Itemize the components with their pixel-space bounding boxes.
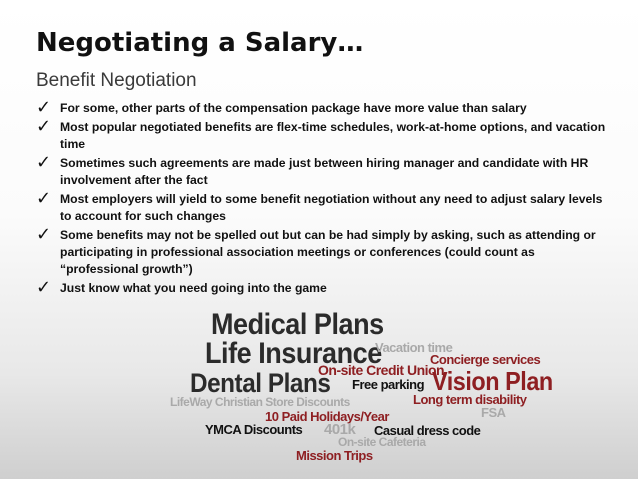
checkmark-icon: ✓	[36, 224, 52, 245]
cloud-word-mission-trips: Mission Trips	[296, 448, 373, 463]
bullet-item	[36, 116, 606, 153]
slide-subtitle: Benefit Negotiation	[36, 70, 197, 91]
cloud-word-dental-plans: Dental Plans	[190, 368, 331, 398]
slide-title: Negotiating a Salary…	[36, 28, 364, 58]
cloud-word-paid-holidays: 10 Paid Holidays/Year	[265, 409, 389, 424]
cloud-word-vacation-time: Vacation time	[375, 340, 453, 355]
cloud-word-long-term-disability: Long term disability	[413, 392, 527, 407]
bullet-text: Most employers will yield to some benefit negotiation without any need to adjust salary levels to account for such changes	[60, 192, 603, 223]
checkmark-icon: ✓	[36, 97, 52, 118]
cloud-word-medical-plans: Medical Plans	[211, 308, 384, 341]
checkmark-icon: ✓	[36, 116, 52, 137]
cloud-word-fsa: FSA	[481, 405, 506, 420]
bullet-text: Some benefits may not be spelled out but can be had simply by asking, such as attending or participating in professional association meetings or conferences (could count as “professional growth”)	[60, 228, 596, 276]
bullet-list	[36, 97, 606, 299]
cloud-word-vision-plan: Vision Plan	[432, 366, 553, 396]
cloud-word-free-parking: Free parking	[352, 377, 425, 392]
cloud-word-onsite-credit-union: On-site Credit Union	[318, 362, 445, 378]
bullet-text: Most popular negotiated benefits are flex-time schedules, work-at-home options, and vacation time	[60, 120, 606, 151]
checkmark-icon: ✓	[36, 277, 52, 298]
checkmark-icon: ✓	[36, 188, 52, 209]
bullet-text: For some, other parts of the compensation package have more value than salary	[60, 101, 527, 115]
cloud-word-life-insurance: Life Insurance	[205, 337, 382, 370]
bullet-text: Just know what you need going into the game	[60, 281, 327, 295]
cloud-word-lifeway-discounts: LifeWay Christian Store Discounts	[170, 395, 350, 409]
bullet-item	[36, 224, 606, 278]
checkmark-icon: ✓	[36, 152, 52, 173]
bullet-item	[36, 97, 606, 118]
bullet-item	[36, 152, 606, 189]
cloud-word-casual-dress-code: Casual dress code	[374, 423, 481, 438]
bullet-item	[36, 188, 606, 225]
cloud-word-ymca-discounts: YMCA Discounts	[205, 422, 303, 437]
cloud-word-concierge-services: Concierge services	[430, 352, 541, 367]
cloud-word-401k: 401k	[324, 421, 356, 438]
bullet-item	[36, 277, 606, 298]
bullet-text: Sometimes such agreements are made just between hiring manager and candidate with HR involvement after the fact	[60, 156, 589, 187]
cloud-word-onsite-cafeteria: On-site Cafeteria	[338, 435, 426, 449]
